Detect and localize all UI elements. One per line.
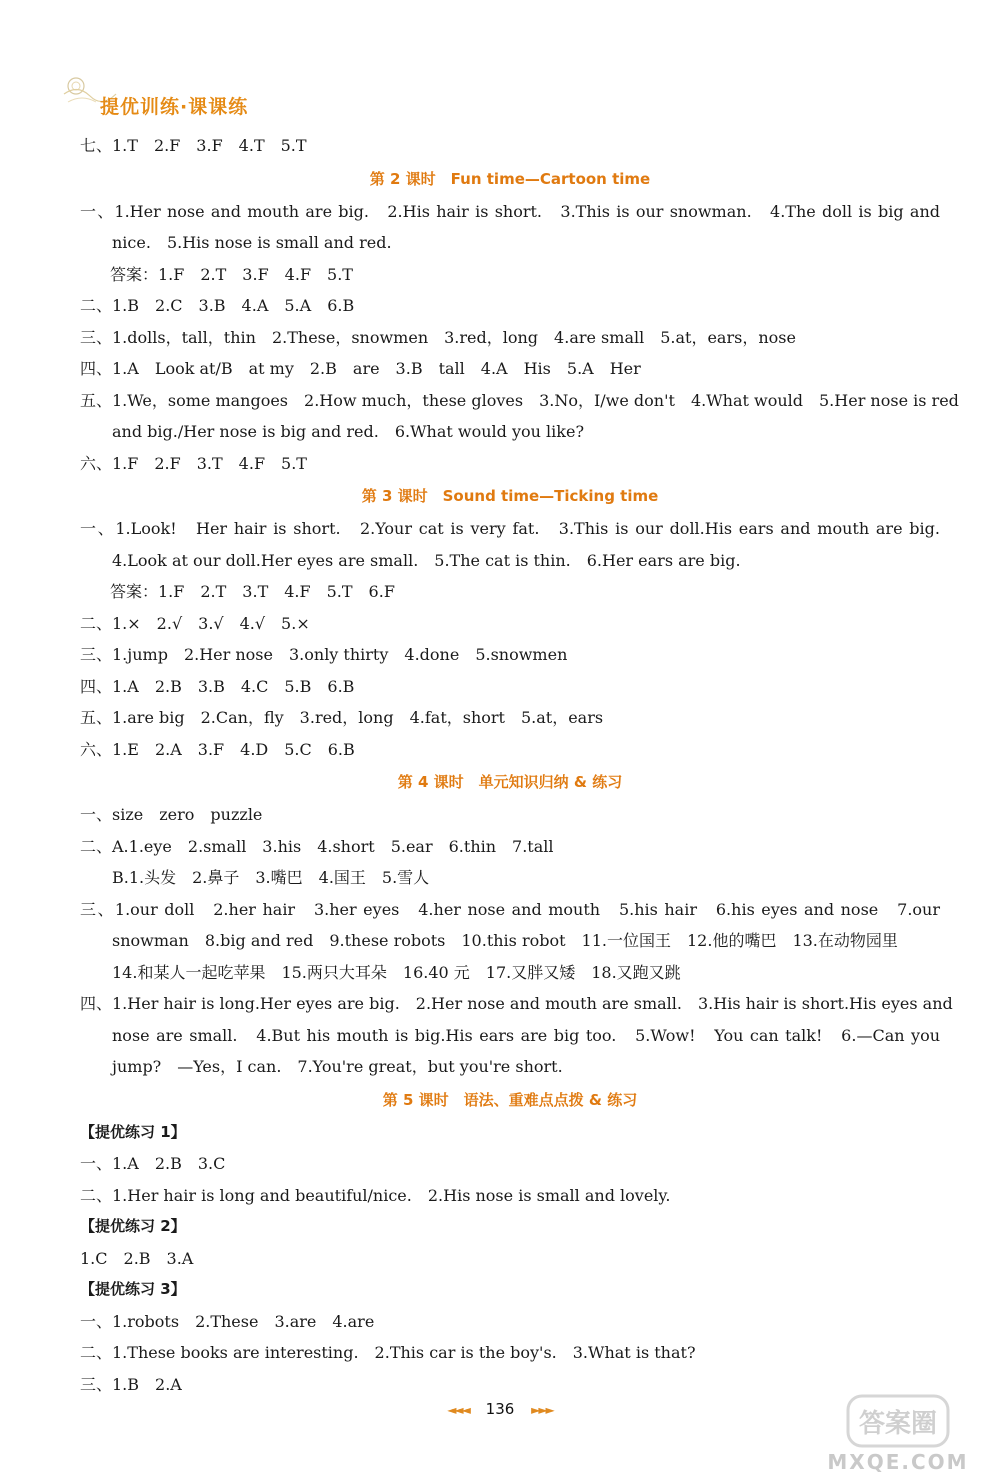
answer-key-line: 答案：1.F 2.T 3.T 4.F 5.T 6.F <box>110 582 395 601</box>
watermark-logo <box>808 1392 988 1452</box>
watermark <box>808 1392 988 1480</box>
answer-line-continued: 14.和某人一起吃苹果 15.两只大耳朵 16.40 元 17.又胖又矮 18.又跑又跳 <box>112 962 681 982</box>
answer-line: 五、1.We，some mangoes 2.How much，these gloves 3.No，I/we don't 4.What would 5.Her nose is red <box>80 390 959 410</box>
page-number: 136 <box>485 1400 515 1418</box>
exercise-heading: 【提优练习 1】 <box>80 1122 186 1141</box>
answer-line: 三、1.our doll 2.her hair 3.her eyes 4.her nose and mouth 5.his hair 6.his eyes and nose 7.our <box>80 899 940 919</box>
answer-line: 七、1.T 2.F 3.F 4.T 5.T <box>80 136 307 155</box>
watermark-text: MXQE.COM <box>827 1450 969 1474</box>
exercise-heading: 【提优练习 3】 <box>80 1280 186 1298</box>
answer-line: 一、1.A 2.B 3.C <box>80 1154 226 1173</box>
answer-line: 六、1.E 2.A 3.F 4.D 5.C 6.B <box>80 739 355 759</box>
prev-arrows-icon: ◄◄◄ <box>447 1403 469 1417</box>
answer-line: 二、1.× 2.√ 3.√ 4.√ 5.× <box>80 613 310 633</box>
answer-line: 一、1.robots 2.These 3.are 4.are <box>80 1311 375 1331</box>
answer-line: 五、1.are big 2.Can，fly 3.red，long 4.fat，short 5.at，ears <box>80 708 604 727</box>
answer-content <box>80 130 959 1400</box>
answer-key-line: 答案：1.F 2.T 3.F 4.F 5.T <box>110 264 353 284</box>
answer-line: 1.C 2.B 3.A <box>80 1248 194 1268</box>
answer-line-continued: snowman 8.big and red 9.these robots 10.this robot 11.一位国王 12.他的嘴巴 13.在动物园里 <box>112 931 898 950</box>
answer-line: 一、1.Her nose and mouth are big. 2.His hair is short. 3.This is our snowman. 4.The doll is big and <box>80 201 940 221</box>
header <box>60 72 360 122</box>
answer-line-continued: jump? —Yes，I can. 7.You're great，but you're short. <box>112 1057 563 1076</box>
answer-line: 四、1.A 2.B 3.B 4.C 5.B 6.B <box>80 676 355 696</box>
svg-text:答案圈: 答案圈 <box>858 1409 938 1439</box>
answer-line-continued: nice. 5.His nose is small and red. <box>112 233 392 252</box>
lesson-heading: 第 4 课时 单元知识归纳 & 练习 <box>397 773 623 791</box>
answer-line: 三、1.dolls，tall，thin 2.These，snowmen 3.red，long 4.are small 5.at，ears，nose <box>80 327 796 347</box>
answer-line: 一、1.Look! Her hair is short. 2.Your cat is very fat. 3.This is our doll.His ears and mouth are big. <box>80 519 940 538</box>
answer-line: 二、1.These books are interesting. 2.This car is the boy's. 3.What is that? <box>80 1343 696 1362</box>
answer-line: 三、1.B 2.A <box>80 1374 182 1394</box>
lesson-heading: 第 2 课时 Fun time—Cartoon time <box>369 169 651 188</box>
answer-line-continued: 4.Look at our doll.Her eyes are small. 5.The cat is thin. 6.Her ears are big. <box>112 550 741 570</box>
answer-line: 一、size zero puzzle <box>80 805 263 824</box>
answer-line: 二、A.1.eye 2.small 3.his 4.short 5.ear 6.thin 7.tall <box>80 836 554 856</box>
answer-line: 二、1.B 2.C 3.B 4.A 5.A 6.B <box>80 296 355 315</box>
answer-line: 四、1.Her hair is long.Her eyes are big. 2.Her nose and mouth are small. 3.His hair is short.His eyes and <box>80 994 953 1013</box>
answer-line: 三、1.jump 2.Her nose 3.only thirty 4.done 5.snowmen <box>80 645 568 664</box>
lesson-heading: 第 3 课时 Sound time—Ticking time <box>361 487 659 505</box>
lesson-heading: 第 5 课时 语法、重难点点拨 & 练习 <box>382 1090 638 1109</box>
brand-title: 提优训练·课课练 <box>100 96 249 118</box>
answer-line: 四、1.A Look at/B at my 2.B are 3.B tall 4.A His 5.A Her <box>80 359 641 378</box>
exercise-heading: 【提优练习 2】 <box>80 1217 186 1235</box>
next-arrows-icon: ►►► <box>531 1403 553 1417</box>
answer-line-continued: and big./Her nose is big and red. 6.What would you like? <box>112 422 585 441</box>
answer-line-continued: B.1.头发 2.鼻子 3.嘴巴 4.国王 5.雪人 <box>112 868 430 887</box>
answer-line-continued: nose are small. 4.But his mouth is big.His ears are big too. 5.Wow! You can talk! 6.—Can you <box>112 1025 941 1045</box>
answer-line: 二、1.Her hair is long and beautiful/nice. 2.His nose is small and lovely. <box>80 1185 671 1205</box>
answer-line: 六、1.F 2.F 3.T 4.F 5.T <box>80 453 307 473</box>
